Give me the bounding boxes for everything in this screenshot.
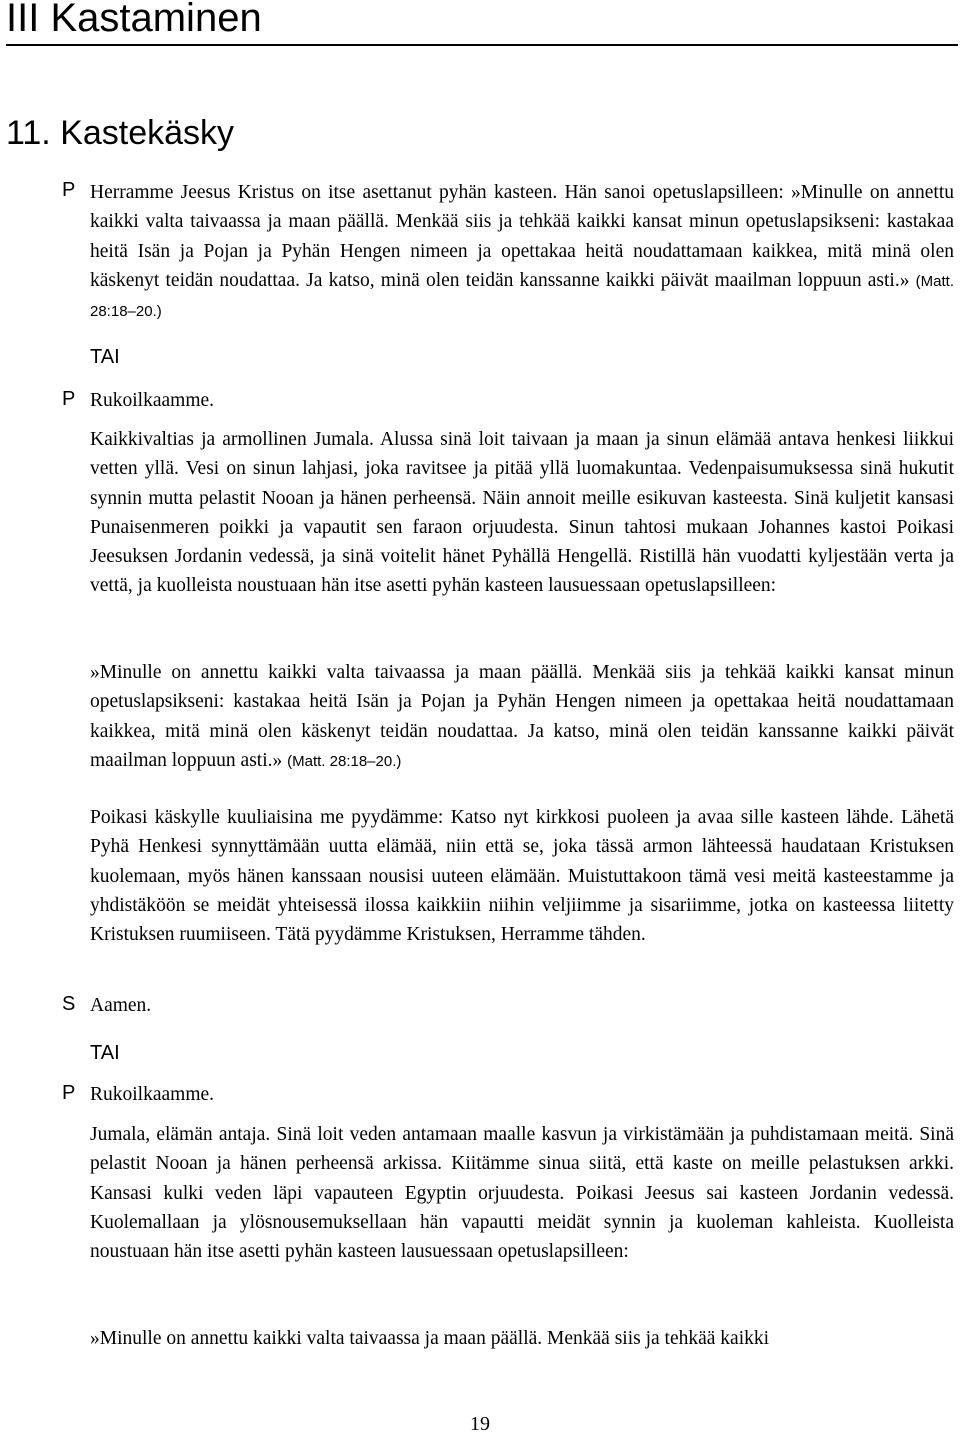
paragraph-great-commission-2: »Minulle on annettu kaikki valta taivaassa ja maan päällä. Menkää siis ja tehkää kaikki	[90, 1328, 770, 1349]
alternative-marker: TAI	[90, 346, 120, 368]
paragraph-text: »Minulle on annettu kaikki valta taivaassa ja maan päällä. Menkää siis ja tehkää kaikki kansat minun opetuslapsikseni: kastakaa heitä Isän ja Pojan ja Pyhän Hengen nimeen ja opettakaa heitä noudattamaan kaikkea, mitä minä olen käskenyt teidän noudattaa. Ja katso, minä olen teidän kanssanne kaikki päivät maailman loppuun asti.»	[90, 662, 954, 771]
paragraph-command-intro	[90, 178, 954, 326]
paragraph-petition: Poikasi käskylle kuuliaisina me pyydämme: Katso nyt kirkkosi puoleen ja avaa sille kasteen lähde. Lähetä Pyhä Henkesi synnyttämään uutta elämää, niin että se, joka tässä armon lähteessä haudataan Kristuksen kuolemaan, myös hänen kanssaan nousisi uuteen elämään. Muistuttakoon tämä vesi meitä kasteestamme ja yhdistäköön se meidät yhteisessä ilossa kaikkiin niihin veljiimme ja sisariimme, jotka on kasteessa liitetty Kristuksen ruumiiseen. Tätä pyydämme Kristuksen, Herramme tähden.	[90, 807, 954, 946]
paragraph-text: Herramme Jeesus Kristus on itse asettanut pyhän kasteen. Hän sanoi opetuslapsilleen: »Minulle on annettu kaikki valta taivaassa ja maan päällä. Menkää siis ja tehkää kaikki kansat minun opetuslapsikseni: kastakaa heitä Isän ja Pojan ja Pyhän Hengen nimeen ja opettakaa heitä noudattamaan kaikkea, mitä minä olen käskenyt teidän noudattaa. Ja katso, minä olen teidän kanssanne kaikki päivät maailman loppuun asti.»	[90, 182, 954, 291]
paragraph-prayer-1: Kaikkivaltias ja armollinen Jumala. Alussa sinä loit taivaan ja maan ja sinun elämää antava henkesi liikkui vetten yllä. Vesi on sinun lahjasi, joka ravitsee ja pitää yllä luomakuntaa. Vedenpaisumuksessa sinä hukutit synnin mutta pelastit Nooan ja hänen perheensä. Näin annoit meille esikuvan kasteesta. Sinä kuljetit kansasi Punaisenmeren poikki ja vapautit sen faraon orjuudesta. Sinun tahtosi mukaan Johannes kastoi Poikasi Jeesuksen Jordanin vedessä, ja sinä voitelit hänet Pyhällä Hengellä. Ristillä hän vuodatti kyljestään verta ja vettä, ja kuolleista noustuaan hän itse asetti pyhän kasteen lausuessaan opetuslapsilleen:	[90, 429, 954, 597]
paragraph-amen: Aamen.	[90, 995, 152, 1016]
paragraph-prayer-2: Jumala, elämän antaja. Sinä loit veden antamaan maalle kasvun ja virkistämään ja puhdistamaan meitä. Sinä pelastit Nooan ja hänen perheensä arkissa. Kiitämme sinua siitä, että kaste on meille pelastuksen arkki. Kansasi kulki veden läpi vapauteen Egyptin orjuudesta. Poikasi Jeesus sai kasteen Jordanin vedessä. Kuolemallaan ja ylösnousemuksellaan hän vapautti meidät synnin ja kuoleman kahleista. Kuolleista noustuaan hän itse asetti pyhän kasteen lausuessaan opetuslapsilleen:	[90, 1124, 954, 1263]
part-title: III Kastaminen	[6, 0, 262, 40]
paragraph-great-commission-1	[90, 658, 954, 776]
alternative-marker: TAI	[90, 1042, 120, 1064]
section-title: 11. Kastekäsky	[6, 114, 235, 152]
role-marker-p: P	[62, 179, 76, 201]
page-number: 19	[470, 1413, 490, 1435]
role-marker-s: S	[62, 993, 76, 1015]
role-marker-p: P	[62, 388, 76, 410]
paragraph-prayer-invitation: Rukoilkaamme.	[90, 1084, 215, 1105]
paragraph-prayer-invitation: Rukoilkaamme.	[90, 390, 215, 411]
scripture-reference: (Matt. 28:18–20.)	[287, 752, 402, 770]
role-marker-p: P	[62, 1082, 76, 1104]
scripture-reference: (Matt. 28:18–20.)	[90, 272, 955, 321]
header-rule	[6, 44, 958, 46]
